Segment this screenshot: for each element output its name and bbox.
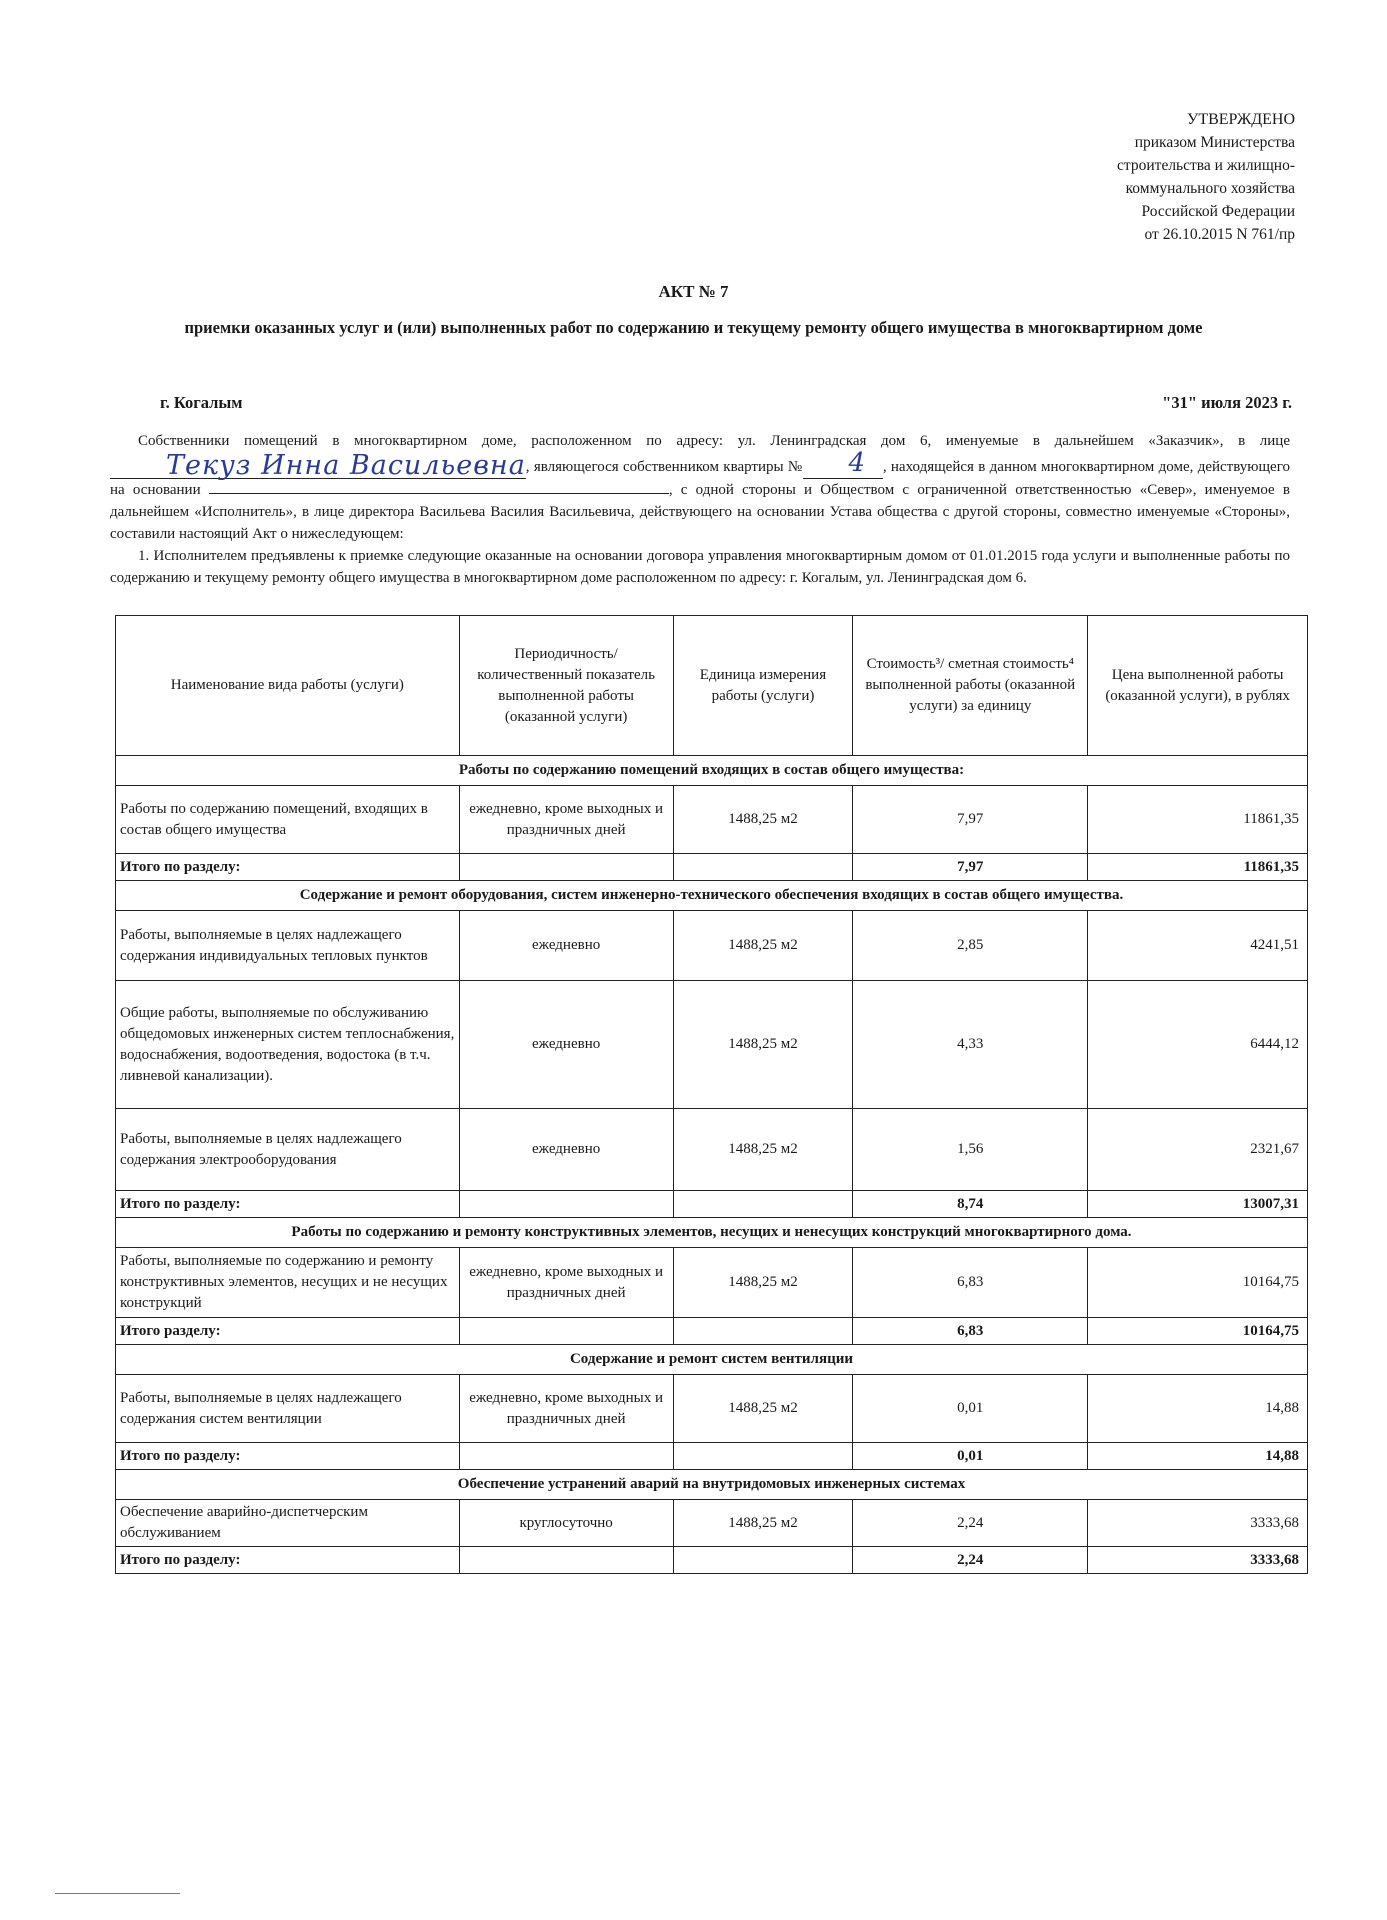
row-price: 3333,68 bbox=[1088, 1500, 1308, 1547]
total-label: Итого по разделу: bbox=[116, 1443, 460, 1470]
approval-line: приказом Министерства bbox=[1134, 134, 1295, 151]
apartment-number: 4 bbox=[848, 448, 866, 478]
total-cost: 0,01 bbox=[853, 1443, 1088, 1470]
table-row bbox=[116, 1500, 1308, 1547]
row-cost: 2,85 bbox=[853, 911, 1088, 981]
row-name: Работы, выполняемые в целях надлежащего содержания систем вентиляции bbox=[116, 1375, 460, 1443]
header-periodicity: Периодичность/ количественный показатель выполненной работы (оказанной услуги) bbox=[459, 616, 673, 756]
approval-line: от 26.10.2015 N 761/пр bbox=[1144, 226, 1295, 243]
row-price: 11861,35 bbox=[1088, 786, 1308, 854]
total-cost: 2,24 bbox=[853, 1547, 1088, 1574]
row-unit: 1488,25 м2 bbox=[673, 1248, 853, 1318]
row-cost: 6,83 bbox=[853, 1248, 1088, 1318]
total-cost: 6,83 bbox=[853, 1318, 1088, 1345]
row-periodicity: круглосуточно bbox=[459, 1500, 673, 1547]
intro-part3: , находящейся в данном многоквартирном доме, действующего на основании bbox=[110, 459, 1290, 498]
total-cost: 8,74 bbox=[853, 1191, 1088, 1218]
act-number-title: АКТ № 7 bbox=[658, 282, 729, 301]
row-name: Работы, выполняемые по содержанию и ремонту конструктивных элементов, несущих и не несущих конструкций bbox=[116, 1248, 460, 1318]
row-name: Обеспечение аварийно-диспетчерским обслуживанием bbox=[116, 1500, 460, 1547]
total-price: 14,88 bbox=[1088, 1443, 1308, 1470]
total-price: 3333,68 bbox=[1088, 1547, 1308, 1574]
section-total-row bbox=[116, 1443, 1308, 1470]
row-unit: 1488,25 м2 bbox=[673, 1109, 853, 1191]
table-row bbox=[116, 1375, 1308, 1443]
approval-block bbox=[995, 108, 1295, 246]
row-price: 2321,67 bbox=[1088, 1109, 1308, 1191]
row-periodicity: ежедневно bbox=[459, 911, 673, 981]
section-total-row bbox=[116, 1547, 1308, 1574]
section-title-row bbox=[116, 1218, 1308, 1248]
table-row bbox=[116, 786, 1308, 854]
approval-title: УТВЕРЖДЕНО bbox=[1186, 111, 1295, 128]
row-periodicity: ежедневно, кроме выходных и праздничных дней bbox=[459, 786, 673, 854]
table-row bbox=[116, 1248, 1308, 1318]
act-city: г. Когалым bbox=[160, 393, 243, 412]
row-periodicity: ежедневно, кроме выходных и праздничных дней bbox=[459, 1375, 673, 1443]
intro-part4: , с одной стороны и Обществом с ограниченной ответственностью «Север», именуемое в дальнейшем «Исполнитель», в лице директора Васильева Василия Васильевича, действующего на основании Устава общества с другой стороны, совместно именуемые «Стороны», составили настоящий Акт о нижеследующем: bbox=[110, 482, 1290, 542]
row-name: Работы по содержанию помещений, входящих в состав общего имущества bbox=[116, 786, 460, 854]
total-label: Итого по разделу: bbox=[116, 1191, 460, 1218]
row-unit: 1488,25 м2 bbox=[673, 911, 853, 981]
row-price: 6444,12 bbox=[1088, 981, 1308, 1109]
row-name: Общие работы, выполняемые по обслуживанию общедомовых инженерных систем теплоснабжения, водоснабжения, водоотведения, водостока (в т.ч. ливневой канализации). bbox=[116, 981, 460, 1109]
approval-line: коммунального хозяйства bbox=[1125, 180, 1295, 197]
section-total-row bbox=[116, 1318, 1308, 1345]
act-date: "31" июля 2023 г. bbox=[1162, 393, 1292, 412]
act-subtitle: приемки оказанных услуг и (или) выполненных работ по содержанию и текущему ремонту общего имущества в многоквартирном доме bbox=[184, 318, 1203, 337]
row-price: 10164,75 bbox=[1088, 1248, 1308, 1318]
total-price: 10164,75 bbox=[1088, 1318, 1308, 1345]
row-periodicity: ежедневно bbox=[459, 1109, 673, 1191]
row-price: 14,88 bbox=[1088, 1375, 1308, 1443]
row-unit: 1488,25 м2 bbox=[673, 1375, 853, 1443]
section-title: Содержание и ремонт систем вентиляции bbox=[116, 1345, 1308, 1375]
approval-line: строительства и жилищно- bbox=[1117, 157, 1295, 174]
intro-text bbox=[110, 430, 1290, 589]
table-row bbox=[116, 981, 1308, 1109]
section-title: Содержание и ремонт оборудования, систем инженерно-технического обеспечения входящих в состав общего имущества. bbox=[116, 881, 1308, 911]
row-cost: 2,24 bbox=[853, 1500, 1088, 1547]
header-name: Наименование вида работы (услуги) bbox=[116, 616, 460, 756]
total-label: Итого по разделу: bbox=[116, 854, 460, 881]
header-cost: Стоимость³/ сметная стоимость⁴ выполненной работы (оказанной услуги) за единицу bbox=[853, 616, 1088, 756]
table-header-row bbox=[116, 616, 1308, 756]
paragraph-1: 1. Исполнителем предъявлены к приемке следующие оказанные на основании договора управления многоквартирным домом от 01.01.2015 года услуги и выполненные работы по содержанию и текущему ремонту общего имущества в многоквартирном доме расположенном по адресу: г. Когалым, ул. Ленинградская дом 6. bbox=[110, 548, 1290, 586]
table-row bbox=[116, 911, 1308, 981]
total-price: 13007,31 bbox=[1088, 1191, 1308, 1218]
section-title-row bbox=[116, 1345, 1308, 1375]
section-total-row bbox=[116, 1191, 1308, 1218]
row-unit: 1488,25 м2 bbox=[673, 981, 853, 1109]
section-title: Обеспечение устранений аварий на внутридомовых инженерных системах bbox=[116, 1470, 1308, 1500]
intro-part1: Собственники помещений в многоквартирном доме, расположенном по адресу: ул. Ленинградская дом 6, именуемые в дальнейшем «Заказчик», в лице bbox=[138, 433, 1290, 449]
row-periodicity: ежедневно bbox=[459, 981, 673, 1109]
intro-part2: , являющегося собственником квартиры № bbox=[525, 459, 803, 475]
total-price: 11861,35 bbox=[1088, 854, 1308, 881]
owner-signature-line bbox=[110, 452, 526, 479]
total-cost: 7,97 bbox=[853, 854, 1088, 881]
apartment-line bbox=[803, 448, 883, 479]
owner-signature: Текуз Инна Васильевна bbox=[166, 450, 526, 481]
row-cost: 0,01 bbox=[853, 1375, 1088, 1443]
section-title: Работы по содержанию помещений входящих в состав общего имущества: bbox=[116, 756, 1308, 786]
row-cost: 7,97 bbox=[853, 786, 1088, 854]
section-title-row bbox=[116, 1470, 1308, 1500]
row-name: Работы, выполняемые в целях надлежащего содержания электрооборудования bbox=[116, 1109, 460, 1191]
row-periodicity: ежедневно, кроме выходных и праздничных дней bbox=[459, 1248, 673, 1318]
row-price: 4241,51 bbox=[1088, 911, 1308, 981]
works-table bbox=[115, 615, 1308, 1574]
row-cost: 4,33 bbox=[853, 981, 1088, 1109]
total-label: Итого по разделу: bbox=[116, 1547, 460, 1574]
row-cost: 1,56 bbox=[853, 1109, 1088, 1191]
approval-line: Российской Федерации bbox=[1141, 203, 1295, 220]
footer-rule bbox=[55, 1893, 180, 1894]
basis-blank-line bbox=[209, 493, 669, 494]
row-unit: 1488,25 м2 bbox=[673, 786, 853, 854]
row-unit: 1488,25 м2 bbox=[673, 1500, 853, 1547]
table-row bbox=[116, 1109, 1308, 1191]
section-title-row bbox=[116, 756, 1308, 786]
header-price: Цена выполненной работы (оказанной услуги), в рублях bbox=[1088, 616, 1308, 756]
section-title-row bbox=[116, 881, 1308, 911]
header-unit: Единица измерения работы (услуги) bbox=[673, 616, 853, 756]
section-title: Работы по содержанию и ремонту конструктивных элементов, несущих и ненесущих конструкций многоквартирного дома. bbox=[116, 1218, 1308, 1248]
section-total-row bbox=[116, 854, 1308, 881]
row-name: Работы, выполняемые в целях надлежащего содержания индивидуальных тепловых пунктов bbox=[116, 911, 460, 981]
total-label: Итого разделу: bbox=[116, 1318, 460, 1345]
